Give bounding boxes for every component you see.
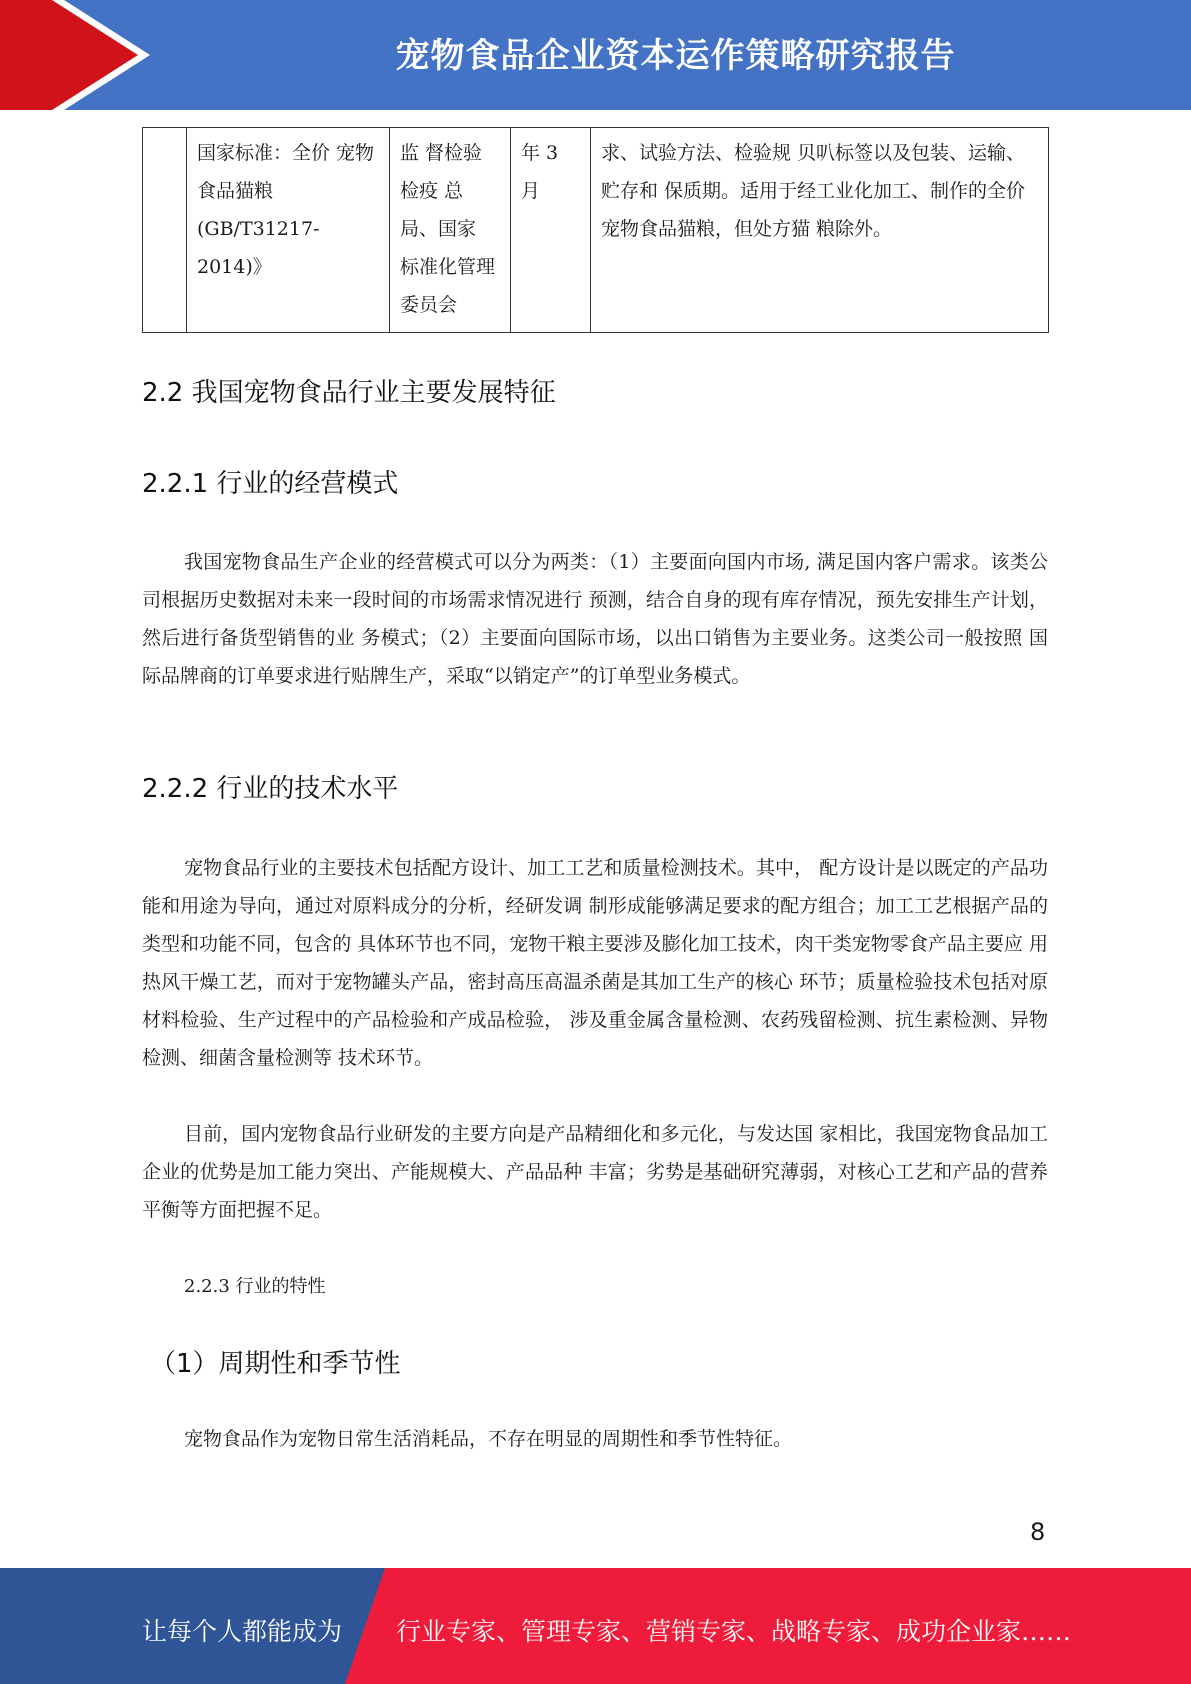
table-cell-date: 年 3 月 — [511, 128, 591, 333]
paragraph-development-direction: 目前，国内宠物食品行业研发的主要方向是产品精细化和多元化，与发达国 家相比，我国宠物食品加工企业的优势是加工能力突出、产能规模大、产品品种 丰富；劣势是基础研究薄弱，对核心工艺和产品的营养平衡等方面把握不足。 — [142, 1123, 1048, 1221]
section-heading-2-2-2: 2.2.2 行业的技术水平 — [142, 774, 399, 804]
report-title: 宠物食品企业资本运作策略研究报告 — [395, 36, 956, 76]
section-heading-2-2: 2.2 我国宠物食品行业主要发展特征 — [142, 378, 556, 408]
page-number: 8 — [1030, 1518, 1046, 1546]
footer-slogan-right: 行业专家、管理专家、营销专家、战略专家、成功企业家…… — [396, 1617, 1072, 1646]
table-cell-index — [143, 128, 187, 333]
table-row — [143, 128, 1049, 333]
section-heading-2-2-1: 2.2.1 行业的经营模式 — [142, 469, 399, 499]
table-cell-issuer: 监 督检验检疫 总局、国家 标准化管理 委员会 — [390, 128, 511, 333]
section-heading-2-2-3: 2.2.3 行业的特性 — [184, 1276, 326, 1297]
header-chevron-icon — [0, 0, 150, 110]
paragraph-cyclicality: 宠物食品作为宠物日常生活消耗品，不存在明显的周期性和季节性特征。 — [184, 1428, 793, 1450]
table-cell-standard-name: 国家标准：全价 宠物食品猫粮(GB/T31217-2014)》 — [187, 128, 390, 333]
standards-table — [142, 127, 1049, 333]
page-footer — [0, 1568, 1191, 1684]
paragraph-technology: 宠物食品行业的主要技术包括配方设计、加工工艺和质量检测技术。其中， 配方设计是以既定的产品功能和用途为导向，通过对原料成分的分析，经研发调 制形成能够满足要求的配方组合；加工工艺根据产品的类型和功能不同，包含的 具体环节也不同，宠物干粮主要涉及膨化加工技术，肉干类宠物零食产品主要应 用热风干燥工艺，而对于宠物罐头产品，密封高压高温杀菌是其加工生产的核心 环节；质量检验技术包括对原材料检验、生产过程中的产品检验和产成品检验， 涉及重金属含量检测、农药残留检测、抗生素检测、异物检测、细菌含量检测等 技术环节。 — [142, 857, 1048, 1069]
footer-slogan-left: 让每个人都能成为 — [142, 1617, 343, 1646]
page-header — [0, 0, 1191, 110]
paragraph-business-model: 我国宠物食品生产企业的经营模式可以分为两类：（1）主要面向国内市场, 满足国内客户需求。该类公司根据历史数据对未来一段时间的市场需求情况进行 预测，结合自身的现有库存情况，预先安排生产计划，然后进行备货型销售的业 务模式；（2）主要面向国际市场，以出口销售为主要业务。这类公司一般按照 国际品牌商的订单要求进行贴牌生产，采取“以销定产”的订单型业务模式。 — [142, 551, 1048, 687]
subheading-cyclicality: （1）周期性和季节性 — [150, 1349, 401, 1379]
table-cell-content: 求、试验方法、检验规 贝叭标签以及包装、运输、贮存和 保质期。适用于经工业化加工、制作的全价宠物食品猫粮，但处方猫 粮除外。 — [591, 128, 1049, 333]
